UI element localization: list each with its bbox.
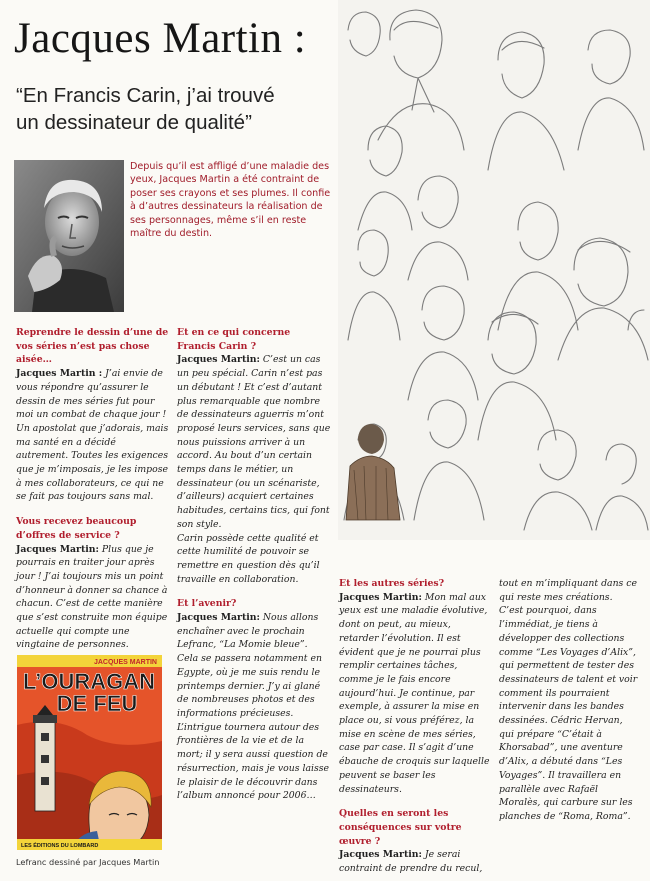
answer-5-text: Mon mal aux yeux est une maladie évolutive, dont on peut, au mieux, retarder l’évolution. Il est évident que je ne pourrai plus remplir certaines tâches, comme je le fais encore aujourd’hui. Je continue, par exemple, à assurer la mise en place ou, si vous préférez, la mise en scène de mes séries, case par case. Il s’agit d’une ébauche de croquis sur laquelle peuvent se baser les dessinateurs. bbox=[339, 591, 490, 795]
question-6: Quelles en seront les conséquences sur votre œuvre ? bbox=[339, 808, 462, 847]
speaker-name: Jacques Martin: bbox=[177, 354, 260, 366]
album-cover bbox=[17, 655, 162, 850]
article-column-4 bbox=[499, 577, 639, 824]
cover-title-line-1: L’OURAGAN bbox=[23, 669, 155, 694]
answer-4 bbox=[177, 611, 331, 803]
portrait-illustration bbox=[14, 160, 124, 312]
page-title: Jacques Martin : bbox=[14, 15, 307, 62]
cover-author: JACQUES MARTIN bbox=[93, 659, 157, 666]
answer-6 bbox=[339, 848, 491, 875]
intro-paragraph bbox=[130, 160, 338, 240]
question-1: Reprendre le dessin d’une de vos séries n’est pas chose aisée… bbox=[16, 327, 169, 366]
answer-6-continued: tout en m’impliquant dans ce qui reste mes créations. C’est pourquoi, dans l’immédiat, je tiens à développer des collections comme “Les Voyages d’Alix”, qui permettent de tester des dessinateurs de talent et voir comment ils pourraient intervenir dans les bandes dessinées. Cédric Hervan, qui prépare “C’était à Khorsabad”, une aventure d’Alix, a débuté dans “Les Voyages”. Il travaillera en parallèle avec Rafaël Moralès, qui carbure sur les planches de “Roma, Roma”. bbox=[499, 578, 638, 822]
question-5: Et les autres séries? bbox=[339, 578, 445, 589]
answer-1-text: J’ai envie de vous répondre qu’assurer le dessin de mes séries fut pour moi un combat de chaque jour ! bbox=[16, 368, 167, 421]
portrait-photo bbox=[14, 160, 124, 312]
answer-6-text: Je serai contraint de prendre du recul, bbox=[339, 849, 483, 875]
quote-line-1: “En Francis Carin, j’ai trouvé bbox=[16, 84, 275, 107]
album-cover-art bbox=[17, 655, 162, 850]
answer-5 bbox=[339, 591, 491, 797]
answer-3-text: C’est un cas un peu spécial. Carin n’est pas un débutant ! Et c’est d’autant plus remarquable que nombre de dessinateurs aguerris m’ont proposé leurs services, sans que nous puissions arriver à un accord. Au bout d’un certain temps dans le métier, un dessinateur (ou un scénariste, d’ailleurs) acquiert certaines habitudes, certains tics, qui font son style. bbox=[177, 354, 331, 530]
headline-quote bbox=[16, 82, 346, 136]
speaker-name: Jacques Martin: bbox=[16, 543, 99, 555]
cover-publisher: LES ÉDITIONS DU LOMBARD bbox=[21, 843, 99, 849]
answer-4-text: Nous allons enchaîner avec le prochain Lefranc, “La Momie bleue”. Cela se passera notamment en Egypte, où je me suis rendu le printemps dernier. J’y ai glané de nombreuses photos et des informations précieuses. L’intrigue tournera autour des frontières de la vie et de la mort; il y sera aussi question de résurrection, mais je vous laisse le plaisir de le découvrir dans l’album annoncé pour 2006… bbox=[177, 612, 330, 802]
answer-3 bbox=[177, 353, 331, 531]
cover-caption: Lefranc dessiné par Jacques Martin bbox=[16, 857, 160, 867]
lighthouse bbox=[33, 705, 57, 811]
sketch-faces bbox=[338, 0, 650, 540]
cover-title-line-2: DE FEU bbox=[56, 691, 138, 716]
quote-line-2: un dessinateur de qualité” bbox=[16, 111, 252, 134]
question-3: Et en ce qui concerne Francis Carin ? bbox=[177, 327, 291, 352]
question-4: Et l’avenir? bbox=[177, 598, 237, 610]
article-column-2 bbox=[177, 326, 331, 803]
answer-1-continued: Un apostolat que j’adorais, mais ma santé en a décidé autrement. Toutes les exigences que je m’imposais, je les impose à mes collaborateurs, ce qui ne se fait pas toujours sans mal. bbox=[16, 422, 169, 503]
answer-2 bbox=[16, 543, 169, 653]
speaker-name: Jacques Martin: bbox=[339, 849, 422, 861]
answer-3-continued: Carin possède cette qualité et cette humilité de pouvoir se remettre en question dès qu’il travaille en collaboration. bbox=[177, 532, 320, 585]
speaker-name: Jacques Martin: bbox=[339, 591, 422, 603]
answer-2-text: Plus que je pourrais en traiter jour après jour ! J’ai toujours mis un point d’honneur à donner sa chance à chacun. C’est de cette manière que s’est construite mon équipe actuelle qui compte une vingtaine de personnes. bbox=[16, 543, 168, 651]
article-column-3 bbox=[339, 577, 491, 876]
speaker-name: Jacques Martin : bbox=[16, 368, 103, 380]
article-column-1 bbox=[16, 326, 169, 652]
question-2: Vous recevez beaucoup d’offres de service ? bbox=[16, 516, 137, 541]
intro-text: Depuis qu’il est affligé d’une maladie des yeux, Jacques Martin a été contraint de poser ses crayons et ses plumes. Il confie à d’autres dessinateurs la réalisation de ses personnages, même s’il en reste maître du destin. bbox=[130, 161, 331, 240]
answer-1 bbox=[16, 367, 169, 422]
speaker-name: Jacques Martin: bbox=[177, 612, 260, 624]
pencil-sketch-illustration bbox=[338, 0, 650, 540]
